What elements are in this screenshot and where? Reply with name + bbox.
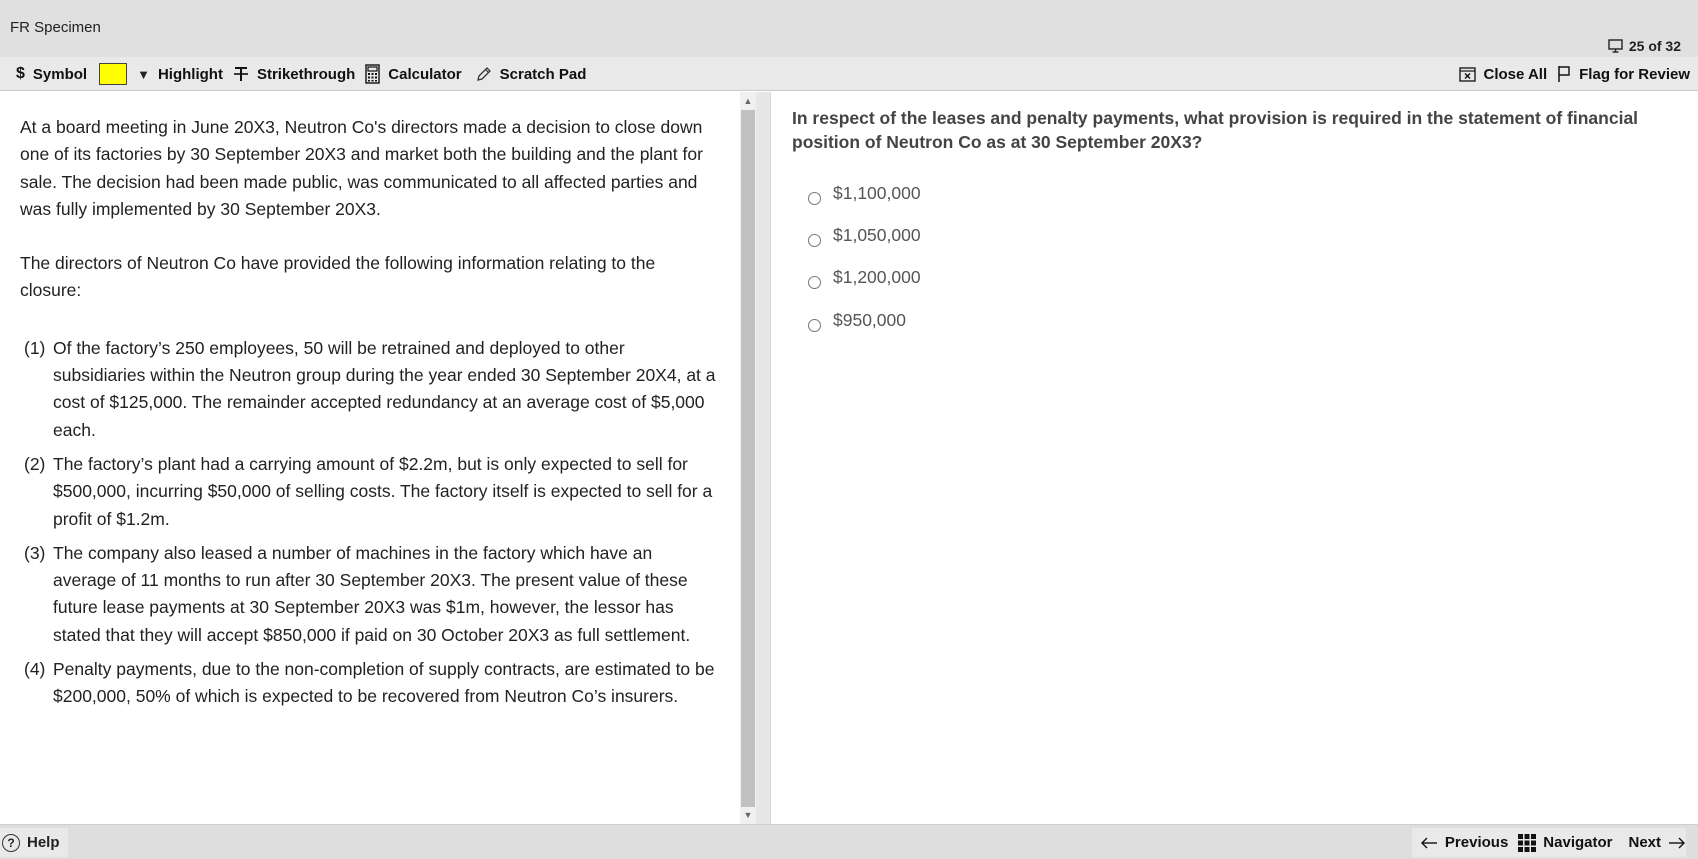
highlight-color-swatch[interactable] <box>99 63 127 85</box>
calculator-label: Calculator <box>388 65 462 83</box>
toolbar <box>0 57 1698 91</box>
dollar-icon: $ <box>16 65 25 82</box>
answer-option[interactable] <box>808 214 921 256</box>
question-text: In respect of the leases and penalty payments, what provision is required in the statement of financial position of Neutron Co as at 30 September 20X3? <box>792 108 1639 152</box>
monitor-icon <box>1608 39 1623 53</box>
symbol-label: Symbol <box>32 65 88 83</box>
close-window-icon <box>1459 67 1476 82</box>
list-item-text: The factory’s plant had a carrying amount of $2.2m, but is only expected to sell for $500,000, incurring $50,000 of selling costs. The factory itself is expected to sell for a profit of $1.2m. <box>53 453 713 529</box>
scenario-pane <box>0 92 740 824</box>
question-counter <box>1608 38 1681 54</box>
answer-option[interactable] <box>808 299 921 341</box>
radio-button[interactable] <box>808 319 821 332</box>
answer-option-label: $1,050,000 <box>833 224 921 245</box>
scratch-pad-label: Scratch Pad <box>499 65 587 83</box>
previous-button[interactable] <box>1420 834 1508 851</box>
previous-label: Previous <box>1444 834 1509 851</box>
footer-bar <box>0 824 1698 859</box>
question-pane <box>771 92 1698 824</box>
strikethrough-button[interactable] <box>233 66 355 83</box>
close-all-button[interactable] <box>1459 66 1548 83</box>
navigator-button[interactable] <box>1518 834 1612 852</box>
strikethrough-icon <box>233 66 249 82</box>
flag-label: Flag for Review <box>1579 65 1690 83</box>
strikethrough-label: Strikethrough <box>256 65 356 83</box>
help-button[interactable] <box>0 828 68 857</box>
flag-icon <box>1557 65 1571 83</box>
highlight-label: Highlight <box>157 65 223 83</box>
scenario-paragraph: The directors of Neutron Co have provided the following information relating to the closure: <box>20 253 656 301</box>
scenario-scrollbar[interactable] <box>740 92 756 824</box>
question-counter-text: 25 of 32 <box>1628 38 1681 54</box>
help-label: Help <box>27 834 60 851</box>
scroll-up-arrow-icon[interactable]: ▲ <box>743 96 753 106</box>
arrow-right-icon <box>1668 837 1686 849</box>
scratch-pad-button[interactable] <box>476 66 587 83</box>
answer-option[interactable] <box>808 257 921 299</box>
pane-divider[interactable] <box>756 92 771 824</box>
answer-option[interactable] <box>808 172 921 214</box>
radio-button[interactable] <box>808 234 821 247</box>
pencil-icon <box>476 66 492 82</box>
list-item-text: The company also leased a number of machines in the factory which have an average of 11 months to run after 30 September 20X3. The present value of these future lease payments at 30 September 20X3 was $1m, however, the lessor has stated that they will accept $850,000 if paid on 30 October 20X3 as full settlement. <box>53 542 691 645</box>
list-item-text: Penalty payments, due to the non-completion of supply contracts, are estimated to be $200,000, 50% of which is expected to be recovered from Neutron Co’s insurers. <box>53 659 715 707</box>
list-item <box>20 335 720 444</box>
next-label: Next <box>1628 834 1661 851</box>
highlight-button[interactable] <box>158 66 223 83</box>
app-title: FR Specimen <box>10 19 101 36</box>
flag-for-review-button[interactable] <box>1557 65 1690 83</box>
list-item <box>20 656 720 711</box>
help-icon: ? <box>2 834 20 852</box>
calculator-icon <box>365 64 380 84</box>
list-item-number: (4) <box>24 659 46 680</box>
next-button[interactable] <box>1628 834 1686 851</box>
scroll-down-arrow-icon[interactable]: ▼ <box>743 810 753 820</box>
grid-icon <box>1518 834 1536 852</box>
answer-options <box>808 172 921 341</box>
list-item-number: (1) <box>24 337 46 358</box>
radio-button[interactable] <box>808 192 821 205</box>
navigator-label: Navigator <box>1543 834 1613 851</box>
close-all-label: Close All <box>1483 65 1548 83</box>
answer-option-label: $1,100,000 <box>833 182 921 203</box>
calculator-button[interactable] <box>365 64 461 84</box>
list-item <box>20 540 720 649</box>
arrow-left-icon <box>1420 837 1438 849</box>
radio-button[interactable] <box>808 276 821 289</box>
list-item-text: Of the factory’s 250 employees, 50 will be retrained and deployed to other subsidiaries within the Neutron group during the year ended 30 September 20X4, at a cost of $125,000. The remainder accepted redundancy at an average cost of $5,000 each. <box>53 337 716 440</box>
list-item <box>20 451 720 533</box>
list-item-number: (3) <box>24 542 46 563</box>
answer-option-label: $950,000 <box>833 309 906 330</box>
caret-down-icon[interactable]: ▼ <box>137 66 150 82</box>
navigation-group <box>1412 828 1686 857</box>
scenario-paragraph: At a board meeting in June 20X3, Neutron Co's directors made a decision to close down one of its factories by 30 September 20X3 and market both the building and the plant for sale. The decision had been made public, was communicated to all affected parties and was fully implemented by 30 September 20X3. <box>20 117 703 219</box>
title-bar <box>0 0 1698 57</box>
symbol-button[interactable] <box>16 65 87 83</box>
scrollbar-thumb[interactable] <box>741 110 755 807</box>
answer-option-label: $1,200,000 <box>833 267 921 288</box>
scenario-text <box>20 114 720 718</box>
list-item-number: (2) <box>24 453 46 474</box>
